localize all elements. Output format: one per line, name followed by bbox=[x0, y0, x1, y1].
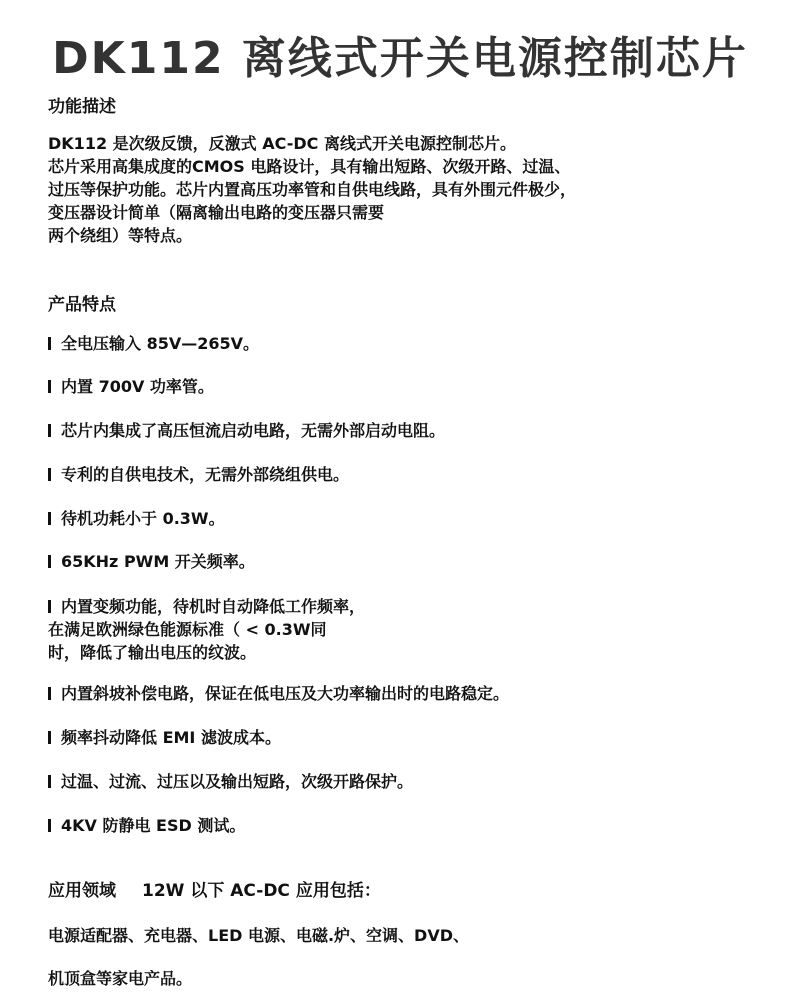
feature-item bbox=[48, 333, 259, 355]
bullet-marker bbox=[48, 731, 51, 744]
feature-text: 过温、过流、过压以及输出短路，次级开路保护。 bbox=[61, 772, 414, 791]
applications-heading-row bbox=[48, 880, 381, 902]
description-line: 过压等保护功能。芯片内置高压功率管和自供电线路，具有外围元件极少， bbox=[48, 180, 577, 199]
feature-text: 内置 700V 功率管。 bbox=[61, 377, 214, 396]
feature-item bbox=[48, 771, 413, 793]
applications-line: 电源适配器、充电器、LED 电源、电磁.炉、空调、DVD、 bbox=[48, 926, 470, 945]
bullet-marker bbox=[48, 512, 51, 525]
feature-continuation: 时，降低了输出电压的纹波。 bbox=[48, 643, 257, 662]
features-heading: 产品特点 bbox=[48, 295, 116, 315]
description-line: DK112 是次级反馈，反激式 AC-DC 离线式开关电源控制芯片。 bbox=[48, 134, 516, 153]
description-line: 变压器设计简单（隔离输出电路的变压器只需要 bbox=[48, 203, 385, 222]
applications-subheading: 12W 以下 AC-DC 应用包括： bbox=[142, 881, 381, 901]
feature-text: 待机功耗小于 0.3W。 bbox=[61, 509, 225, 528]
feature-text: 全电压输入 85V—265V。 bbox=[61, 334, 260, 353]
feature-item bbox=[48, 508, 225, 530]
feature-item bbox=[48, 683, 509, 705]
feature-text: 频率抖动降低 EMI 滤波成本。 bbox=[61, 728, 281, 747]
bullet-marker bbox=[48, 424, 51, 437]
bullet-marker bbox=[48, 468, 51, 481]
feature-item bbox=[48, 815, 245, 837]
description-line: 两个绕组）等特点。 bbox=[48, 226, 193, 245]
bullet-marker bbox=[48, 775, 51, 788]
bullet-marker bbox=[48, 600, 51, 613]
feature-item bbox=[48, 464, 349, 486]
feature-item bbox=[48, 420, 445, 442]
applications-heading: 应用领域 bbox=[48, 881, 116, 901]
description-heading: 功能描述 bbox=[48, 97, 116, 117]
bullet-marker bbox=[48, 380, 51, 393]
feature-text: 芯片内集成了高压恒流启动电路，无需外部启动电阻。 bbox=[61, 421, 446, 440]
feature-item bbox=[48, 596, 365, 618]
feature-text: 4KV 防静电 ESD 测试。 bbox=[61, 816, 246, 835]
bullet-marker bbox=[48, 555, 51, 568]
bullet-marker bbox=[48, 819, 51, 832]
feature-text: 65KHz PWM 开关频率。 bbox=[61, 552, 255, 571]
feature-text: 内置变频功能，待机时自动降低工作频率， bbox=[61, 597, 366, 616]
page-title: DK112 离线式开关电源控制芯片 bbox=[52, 33, 748, 84]
bullet-marker bbox=[48, 687, 51, 700]
feature-item bbox=[48, 727, 281, 749]
feature-continuation: 在满足欧洲绿色能源标准（ < 0.3W同 bbox=[48, 620, 327, 639]
feature-item bbox=[48, 376, 214, 398]
bullet-marker bbox=[48, 337, 51, 350]
feature-text: 专利的自供电技术，无需外部绕组供电。 bbox=[61, 465, 350, 484]
feature-text: 内置斜坡补偿电路，保证在低电压及大功率输出时的电路稳定。 bbox=[61, 684, 510, 703]
description-line: 芯片采用高集成度的CMOS 电路设计，具有输出短路、次级开路、过温、 bbox=[48, 157, 571, 176]
applications-line: 机顶盒等家电产品。 bbox=[48, 969, 193, 988]
feature-item bbox=[48, 551, 255, 573]
